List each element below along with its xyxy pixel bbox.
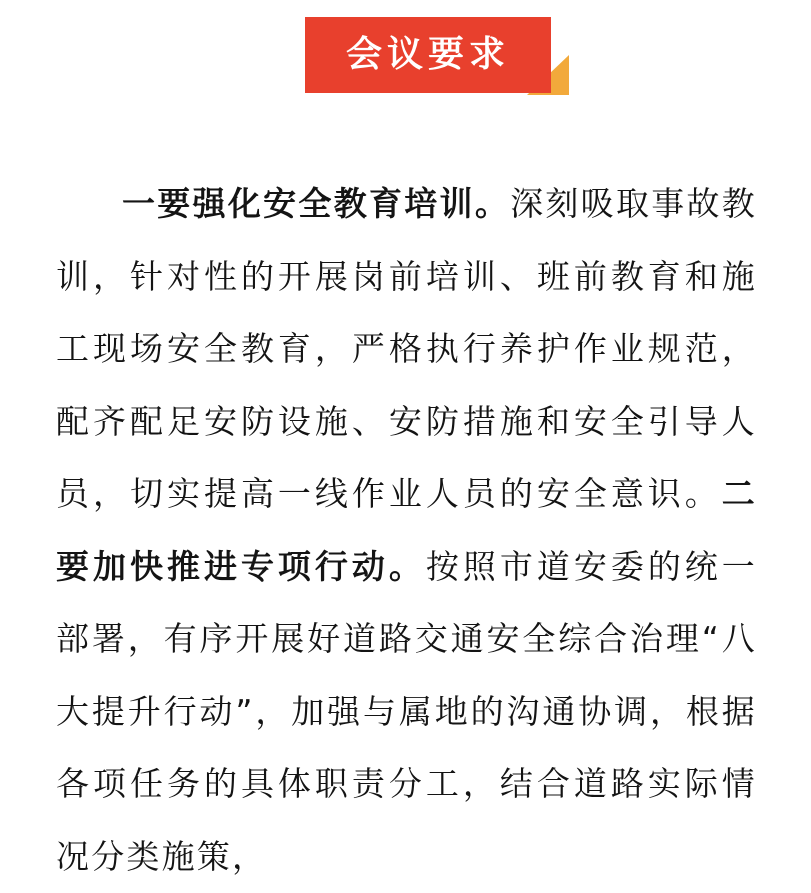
point-one-heading: 一要强化安全教育培训。 — [122, 184, 511, 223]
point-two-body: 按照市道安委的统一部署，有序开展好道路交通安全综合治理“八大提升行动”，加强与属地的沟通协调，根据各项任务的具体职责分工，结合道路实际情况分类施策， — [56, 546, 757, 876]
banner-background — [305, 17, 551, 93]
section-title: 会议要求 — [345, 34, 510, 75]
point-one-body: 深刻吸取事故教训，针对性的开展岗前培训、班前教育和施工现场安全教育，严格执行养护作业规范，配齐配足安防设施、安防措施和安全引导人员，切实提高一线作业人员的安全意识。 — [56, 184, 758, 513]
point-two-heading: 二要加快推进专项行动。 — [56, 474, 757, 586]
article-paragraph — [56, 168, 757, 893]
section-banner — [305, 17, 569, 93]
